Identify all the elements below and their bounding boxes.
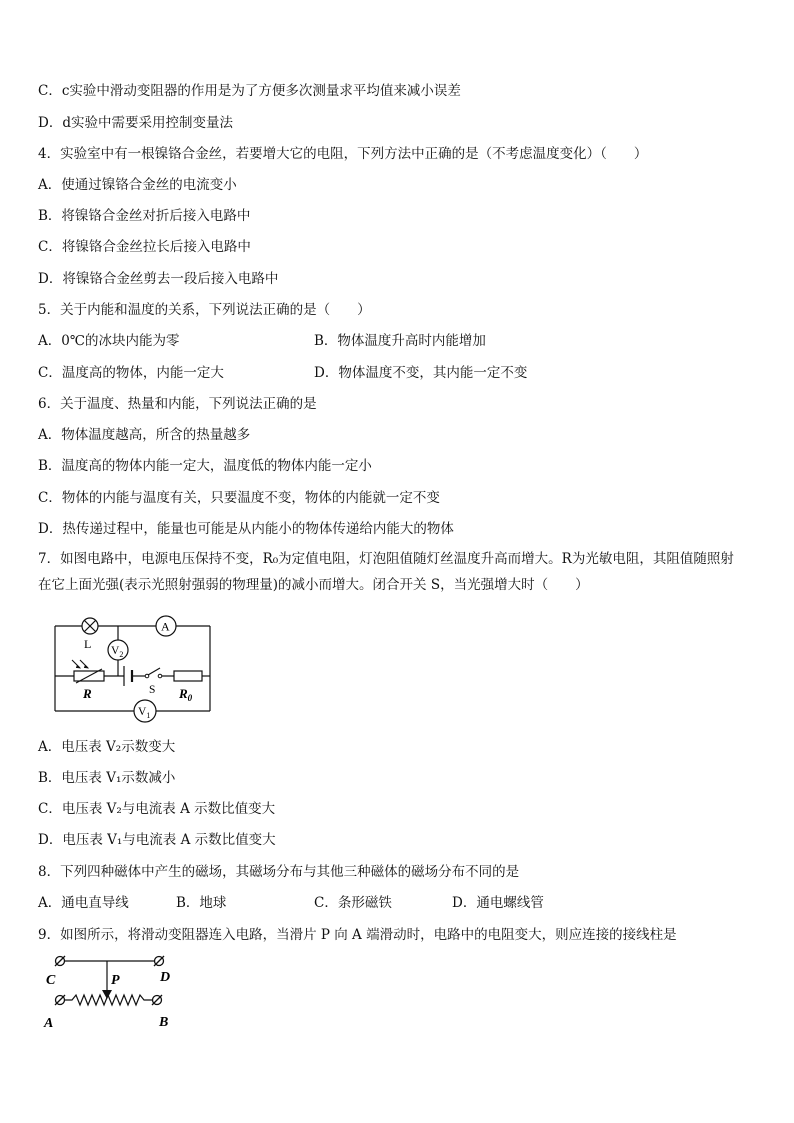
q7-stem-line-2: 在它上面光强(表示光照射强弱的物理量)的减小而增大。闭合开关 S，当光强增大时（ ）	[38, 577, 589, 593]
q8-option-d: D．通电螺线管	[452, 895, 544, 911]
terminal-c-icon	[55, 956, 65, 966]
q9-stem: 9．如图所示，将滑动变阻器连入电路，当滑片 P 向 A 端滑动时，电路中的电阻变大，则应连接的接线柱是	[38, 927, 677, 943]
q3-option-d: D．d实验中需要采用控制变量法	[38, 115, 233, 131]
q8-option-a: A．通电直导线	[38, 895, 129, 911]
terminal-b-icon	[152, 995, 162, 1005]
q7-option-b: B．电压表 V₁示数减小	[38, 770, 176, 786]
q7-option-d: D．电压表 V₁与电流表 A 示数比值变大	[38, 832, 276, 848]
terminal-b-label: B	[159, 1015, 169, 1030]
battery-icon	[124, 666, 132, 686]
q4-option-a: A．使通过镍铬合金丝的电流变小	[38, 177, 237, 193]
voltmeter-1-label: $V_1$	[138, 706, 151, 720]
lamp-label: L	[84, 637, 92, 651]
lamp-icon	[82, 618, 98, 634]
q8-option-c: C．条形磁铁	[314, 895, 392, 911]
q7-option-c: C．电压表 V₂与电流表 A 示数比值变大	[38, 801, 276, 817]
q5-option-c: C．温度高的物体，内能一定大	[38, 365, 224, 381]
photoresistor-icon	[72, 660, 104, 683]
q7-option-a: A．电压表 V₂示数变大	[38, 739, 176, 755]
q5-option-d: D．物体温度不变，其内能一定不变	[314, 365, 528, 381]
q9-rheostat-diagram	[40, 952, 190, 1032]
q4-option-b: B．将镍铬合金丝对折后接入电路中	[38, 208, 251, 224]
q5-option-b: B．物体温度升高时内能增加	[314, 333, 486, 349]
q8-option-b: B．地球	[176, 895, 227, 911]
q7-circuit-diagram	[50, 618, 230, 718]
q3-option-c: C．c实验中滑动变阻器的作用是为了方便多次测量求平均值来减小误差	[38, 83, 461, 99]
q6-option-c: C．物体的内能与温度有关，只要温度不变，物体的内能就一定不变	[38, 490, 440, 506]
q6-option-d: D．热传递过程中，能量也可能是从内能小的物体传递给内能大的物体	[38, 521, 454, 537]
q4-option-c: C．将镍铬合金丝拉长后接入电路中	[38, 239, 251, 255]
q6-option-b: B．温度高的物体内能一定大，温度低的物体内能一定小	[38, 458, 372, 474]
q8-stem: 8．下列四种磁体中产生的磁场，其磁场分布与其他三种磁体的磁场分布不同的是	[38, 864, 520, 880]
voltmeter-2-label: $V_2$	[111, 645, 124, 659]
terminal-a-label: A	[44, 1016, 54, 1031]
switch-label: S	[149, 684, 156, 696]
terminal-d-label: D	[160, 970, 171, 985]
photoresistor-label: R	[83, 686, 92, 701]
q4-option-d: D．将镍铬合金丝剪去一段后接入电路中	[38, 271, 279, 287]
resistor-r0-icon	[174, 671, 202, 681]
q7-stem	[38, 546, 758, 598]
switch-icon	[145, 668, 162, 678]
ammeter-label: A	[161, 619, 170, 634]
q4-stem: 4．实验室中有一根镍铬合金丝，若要增大它的电阻，下列方法中正确的是（不考虑温度变化）（ ）	[38, 146, 648, 162]
slider-arrow-icon	[102, 990, 112, 999]
q6-option-a: A．物体温度越高，所含的热量越多	[38, 427, 251, 443]
q5-stem: 5．关于内能和温度的关系，下列说法正确的是（ ）	[38, 302, 371, 318]
slider-p-label: P	[111, 973, 120, 988]
q5-option-a: A．0℃的冰块内能为零	[38, 333, 180, 349]
q6-stem: 6．关于温度、热量和内能，下列说法正确的是	[38, 396, 317, 412]
resistor-r0-label: $R_0$	[179, 686, 193, 703]
terminal-d-icon	[154, 956, 164, 966]
terminal-c-label: C	[46, 973, 56, 988]
q7-stem-line-1: 7．如图电路中，电源电压保持不变，R₀为定值电阻，灯泡阻值随灯丝温度升高而增大。R为光敏电阻，其阻值随照射	[38, 551, 734, 567]
terminal-a-icon	[55, 995, 65, 1005]
